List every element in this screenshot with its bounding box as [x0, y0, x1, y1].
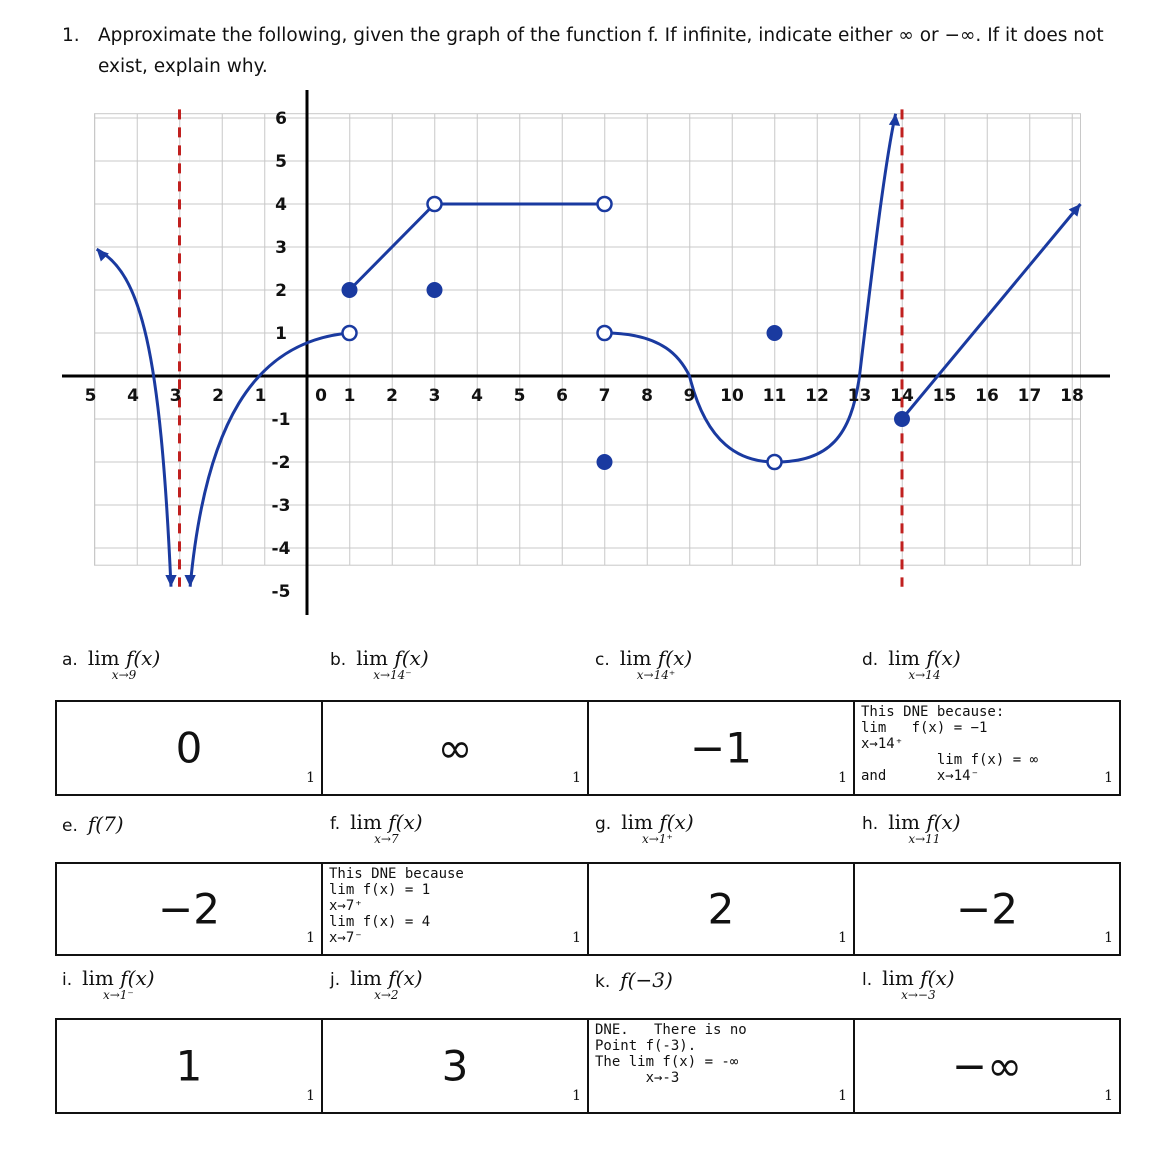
y-tick-label: 4 [275, 195, 287, 215]
x-tick-label: 17 [1017, 386, 1042, 406]
point-value: 1 [1104, 1088, 1113, 1104]
open-point [598, 326, 612, 340]
point-value: 1 [572, 930, 581, 946]
handwritten-answer: ∞ [437, 723, 473, 773]
function-value-expression: f(7) [87, 812, 124, 836]
open-point [428, 197, 442, 211]
handwritten-answer: 0 [175, 723, 203, 773]
arrow-head-down-left [165, 575, 176, 587]
y-tick-label: 6 [275, 109, 287, 129]
y-tick-label: -4 [271, 539, 291, 559]
question-label-l [862, 968, 955, 1002]
limit-function: f(x) [125, 646, 161, 670]
answer-row [55, 862, 1121, 956]
grid-border [95, 114, 1081, 566]
y-tick-label: -3 [271, 496, 291, 516]
curve-middle-right [605, 114, 896, 462]
arrow-head-down-right [184, 575, 195, 587]
limit-approach: x→−3 [901, 988, 936, 1002]
answer-box-i[interactable] [57, 1020, 323, 1112]
question-letter: f. [330, 814, 341, 834]
x-tick-label: 8 [641, 386, 653, 406]
closed-point [427, 282, 443, 298]
x-tick-label-zero: 0 [315, 386, 327, 406]
handwritten-answer: −2 [956, 884, 1018, 934]
question-label-e [62, 812, 124, 836]
limit-approach: x→7 [374, 832, 399, 846]
closed-point [342, 282, 358, 298]
handwritten-explanation: This DNE because: lim f(x) = −1 x→14⁺ lim f(x) = ∞ and x→14⁻ [861, 704, 1039, 784]
open-point [598, 197, 612, 211]
answer-row [55, 1018, 1121, 1114]
point-value: 1 [838, 930, 847, 946]
limit-approach: x→1⁻ [102, 988, 134, 1002]
handwritten-explanation: DNE. There is no Point f(-3). The lim f(x) = -∞ x→-3 [595, 1022, 747, 1086]
x-tick-label: 10 [720, 386, 744, 406]
open-point [343, 326, 357, 340]
x-tick-label: 5 [513, 386, 526, 406]
curve-left-branch [97, 249, 171, 587]
point-value: 1 [306, 930, 315, 946]
x-tick-label: 2 [212, 386, 224, 406]
y-tick-label: 1 [275, 324, 287, 344]
limit-function: f(x) [388, 966, 423, 990]
handwritten-explanation: This DNE because lim f(x) = 1 x→7⁺ lim f(x) = 4 x→7⁻ [329, 866, 464, 946]
limit-expression: lim f(x) x→14⁻ [356, 646, 429, 682]
question-letter: i. [62, 970, 73, 990]
answer-box-e[interactable] [57, 864, 323, 954]
question-letter: e. [62, 816, 78, 836]
x-tick-label: 4 [127, 386, 139, 406]
y-tick-label: -2 [271, 453, 291, 473]
x-tick-label: 15 [932, 386, 957, 406]
closed-point [894, 411, 910, 427]
limit-expression: lim f(x) x→1⁺ [621, 810, 694, 846]
answer-row [55, 700, 1121, 796]
x-tick-label: 3 [428, 386, 441, 406]
point-value: 1 [306, 770, 315, 786]
limit-approach: x→1⁺ [642, 832, 673, 846]
closed-point [767, 325, 783, 341]
limit-expression: lim f(x) x→7 [350, 810, 423, 846]
answer-box-a[interactable] [57, 702, 323, 794]
handwritten-answer: −2 [158, 884, 220, 934]
question-letter: a. [62, 650, 78, 670]
question-label-j [330, 968, 423, 1002]
question-letter: k. [595, 972, 611, 992]
problem-text: Approximate the following, given the graph of the function f. If infinite, indicate either ∞ or −∞. If it does not exist, explain why. [98, 25, 1104, 77]
question-letter: c. [595, 650, 610, 670]
handwritten-answer: −1 [690, 723, 752, 773]
closed-point [597, 454, 613, 470]
answer-box-d[interactable] [855, 702, 1119, 794]
open-point [768, 455, 782, 469]
question-label-g [595, 812, 694, 846]
question-label-i [62, 968, 155, 1002]
problem-number: 1. [62, 25, 80, 46]
limit-expression: lim f(x) x→11 [888, 810, 961, 846]
point-value: 1 [572, 1088, 581, 1104]
handwritten-answer: 3 [441, 1041, 469, 1091]
y-tick-label: -1 [271, 410, 291, 430]
answer-box-g[interactable] [589, 864, 855, 954]
limit-function: f(x) [394, 646, 429, 670]
x-tick-label: 11 [762, 386, 787, 406]
question-letter: j. [330, 970, 341, 990]
x-tick-label: 1 [254, 386, 267, 406]
limit-approach: x→14 [908, 668, 941, 682]
limit-approach: x→2 [374, 988, 399, 1002]
limit-approach: x→9 [111, 668, 137, 682]
x-tick-label: 6 [556, 386, 568, 406]
limit-function: f(x) [920, 966, 955, 990]
arrow-head-left [97, 249, 109, 261]
question-label-b [330, 648, 429, 682]
answer-box-c[interactable] [589, 702, 855, 794]
x-tick-label: 4 [471, 386, 483, 406]
question-label-a [62, 648, 160, 682]
limit-approach: x→14⁺ [636, 668, 676, 682]
graph-axes [62, 90, 1110, 615]
x-tick-label: 7 [598, 386, 611, 406]
question-letter: d. [862, 650, 879, 670]
limit-function: f(x) [926, 646, 961, 670]
limit-expression: lim f(x) x→9 [87, 646, 161, 682]
answer-box-j[interactable] [323, 1020, 589, 1112]
limit-function: f(x) [120, 966, 155, 990]
limit-function: f(x) [388, 810, 423, 834]
x-tick-label: 16 [975, 386, 999, 406]
x-tick-label: 3 [169, 386, 182, 406]
point-value: 1 [838, 770, 847, 786]
function-curves [97, 114, 1081, 587]
point-value: 1 [1104, 930, 1113, 946]
x-tick-label: 14 [890, 386, 914, 406]
handwritten-answer: −∞ [951, 1041, 1023, 1091]
question-letter: l. [862, 970, 873, 990]
question-letter: b. [330, 650, 347, 670]
y-tick-label: 3 [275, 238, 287, 258]
answer-box-b[interactable] [323, 702, 589, 794]
limit-expression: lim f(x) x→14⁺ [619, 646, 693, 682]
handwritten-answer: 2 [707, 884, 735, 934]
limit-expression: lim f(x) x→14 [888, 646, 961, 682]
x-tick-label: 13 [847, 386, 872, 406]
x-tick-label: 12 [805, 386, 829, 406]
point-value: 1 [306, 1088, 315, 1104]
limit-approach: x→11 [908, 832, 941, 846]
question-label-d [862, 648, 961, 682]
curve-rising-branch [190, 333, 349, 587]
answer-box-h[interactable] [855, 864, 1119, 954]
point-value: 1 [1104, 770, 1113, 786]
limit-expression: lim f(x) x→2 [350, 966, 423, 1002]
x-tick-label: 1 [343, 386, 356, 406]
graph-grid [95, 114, 1081, 566]
question-letter: h. [862, 814, 879, 834]
limit-expression: lim f(x) x→1⁻ [82, 966, 155, 1002]
y-tick-label: -5 [271, 582, 291, 602]
x-tick-label: 5 [84, 386, 97, 406]
answer-box-l[interactable] [855, 1020, 1119, 1112]
x-tick-label: 9 [683, 386, 696, 406]
x-tick-label: 18 [1060, 386, 1084, 406]
handwritten-answer: 1 [175, 1041, 203, 1091]
limit-expression: lim f(x) x→−3 [882, 966, 955, 1002]
answer-box-k[interactable] [589, 1020, 855, 1112]
x-tick-label: 2 [386, 386, 398, 406]
limit-function: f(x) [926, 810, 961, 834]
point-value: 1 [838, 1088, 847, 1104]
question-label-f [330, 812, 423, 846]
axis-tick-labels [85, 109, 1084, 602]
question-letter: g. [595, 814, 612, 834]
limit-function: f(x) [657, 646, 693, 670]
limit-function: f(x) [659, 810, 694, 834]
question-label-c [595, 648, 692, 682]
limit-approach: x→14⁻ [373, 668, 412, 682]
question-label-h [862, 812, 961, 846]
point-value: 1 [572, 770, 581, 786]
question-label-k [595, 968, 673, 992]
y-tick-label: 5 [275, 152, 287, 172]
answer-box-f[interactable] [323, 864, 589, 954]
function-value-expression: f(−3) [620, 968, 673, 992]
y-tick-label: 2 [275, 281, 287, 301]
